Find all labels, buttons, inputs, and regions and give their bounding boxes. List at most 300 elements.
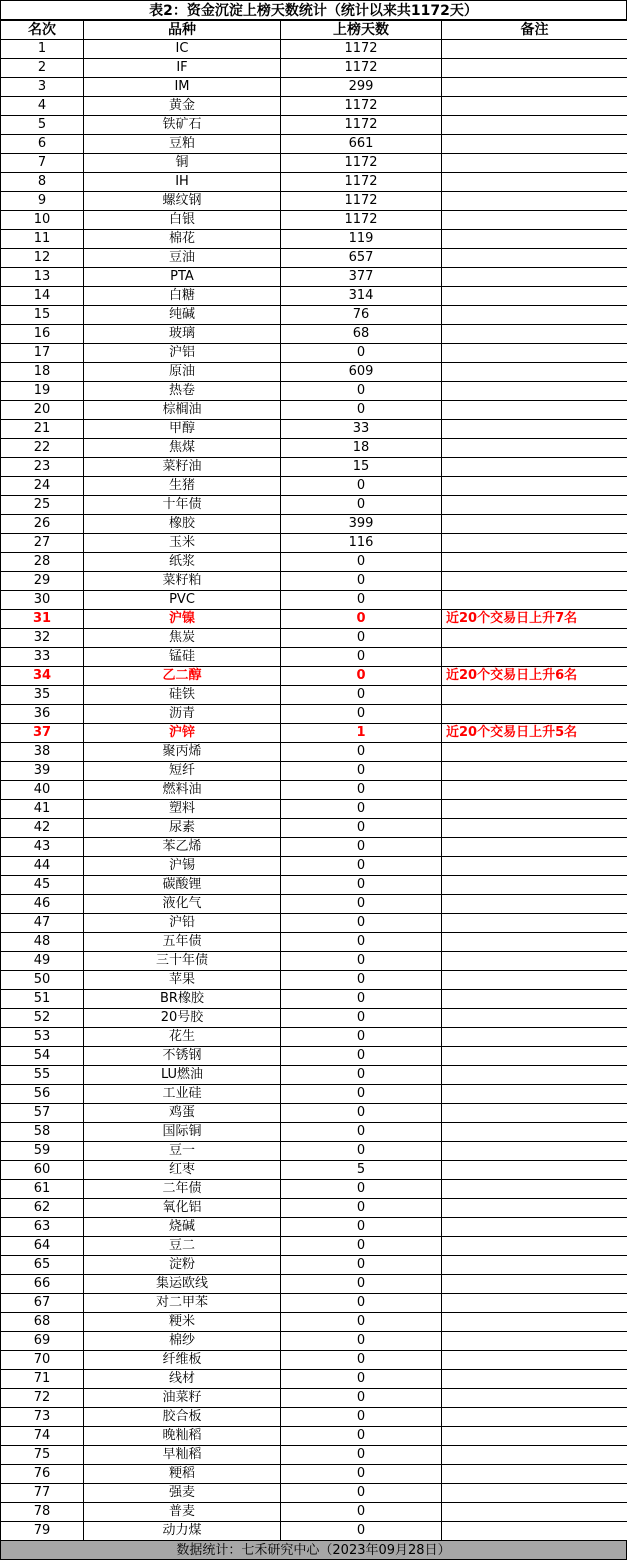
table-row — [1, 154, 627, 173]
cell-rank: 9 — [1, 192, 84, 211]
cell-variety: 豆油 — [84, 249, 281, 268]
cell-variety: 20号胶 — [84, 1009, 281, 1028]
table-row — [1, 420, 627, 439]
cell-rank: 64 — [1, 1237, 84, 1256]
table-row — [1, 192, 627, 211]
cell-note — [442, 743, 627, 762]
table-row — [1, 1104, 627, 1123]
cell-rank: 59 — [1, 1142, 84, 1161]
cell-note — [442, 344, 627, 363]
cell-days: 399 — [281, 515, 442, 534]
cell-days: 0 — [281, 1313, 442, 1332]
cell-variety: 铁矿石 — [84, 116, 281, 135]
table-row — [1, 306, 627, 325]
cell-rank: 31 — [1, 610, 84, 629]
cell-note — [442, 439, 627, 458]
cell-variety: 棕榈油 — [84, 401, 281, 420]
cell-rank: 37 — [1, 724, 84, 743]
cell-note — [442, 249, 627, 268]
table-row — [1, 1199, 627, 1218]
cell-rank: 43 — [1, 838, 84, 857]
cell-variety: 玻璃 — [84, 325, 281, 344]
cell-variety: PVC — [84, 591, 281, 610]
footer-source: 数据统计：七禾研究中心（2023年09月28日） — [0, 1540, 627, 1560]
cell-days: 0 — [281, 952, 442, 971]
cell-variety: 氧化铝 — [84, 1199, 281, 1218]
cell-days: 0 — [281, 1104, 442, 1123]
cell-rank: 6 — [1, 135, 84, 154]
cell-days: 1172 — [281, 192, 442, 211]
cell-rank: 66 — [1, 1275, 84, 1294]
cell-days: 0 — [281, 1199, 442, 1218]
cell-note — [442, 686, 627, 705]
cell-days: 1 — [281, 724, 442, 743]
cell-note — [442, 382, 627, 401]
cell-rank: 38 — [1, 743, 84, 762]
cell-days: 0 — [281, 1237, 442, 1256]
cell-days: 0 — [281, 1294, 442, 1313]
cell-note: 近20个交易日上升6名 — [442, 667, 627, 686]
cell-days: 1172 — [281, 211, 442, 230]
header-variety: 品种 — [84, 21, 281, 40]
cell-days: 0 — [281, 667, 442, 686]
table-row — [1, 135, 627, 154]
cell-note — [442, 1104, 627, 1123]
table-row — [1, 1370, 627, 1389]
cell-rank: 79 — [1, 1522, 84, 1541]
cell-note — [442, 230, 627, 249]
cell-variety: 焦炭 — [84, 629, 281, 648]
cell-days: 0 — [281, 895, 442, 914]
cell-variety: 不锈钢 — [84, 1047, 281, 1066]
table-row — [1, 1351, 627, 1370]
cell-rank: 65 — [1, 1256, 84, 1275]
cell-rank: 40 — [1, 781, 84, 800]
cell-note — [442, 1427, 627, 1446]
cell-variety: 塑料 — [84, 800, 281, 819]
cell-note — [442, 1313, 627, 1332]
cell-variety: 燃料油 — [84, 781, 281, 800]
cell-rank: 45 — [1, 876, 84, 895]
cell-days: 0 — [281, 1389, 442, 1408]
ranking-table — [0, 20, 627, 1541]
cell-variety: IM — [84, 78, 281, 97]
cell-rank: 78 — [1, 1503, 84, 1522]
cell-rank: 18 — [1, 363, 84, 382]
cell-rank: 62 — [1, 1199, 84, 1218]
cell-days: 0 — [281, 1465, 442, 1484]
cell-rank: 75 — [1, 1446, 84, 1465]
cell-note — [442, 1180, 627, 1199]
table-row — [1, 610, 627, 629]
cell-rank: 11 — [1, 230, 84, 249]
cell-variety: 纤维板 — [84, 1351, 281, 1370]
cell-days: 0 — [281, 1503, 442, 1522]
table-row — [1, 1522, 627, 1541]
cell-days: 0 — [281, 1522, 442, 1541]
cell-days: 0 — [281, 876, 442, 895]
table-row — [1, 268, 627, 287]
header-days: 上榜天数 — [281, 21, 442, 40]
cell-note — [442, 572, 627, 591]
cell-note — [442, 1218, 627, 1237]
cell-variety: 国际铜 — [84, 1123, 281, 1142]
cell-rank: 2 — [1, 59, 84, 78]
cell-rank: 8 — [1, 173, 84, 192]
cell-rank: 32 — [1, 629, 84, 648]
cell-note — [442, 1522, 627, 1541]
table-row — [1, 173, 627, 192]
cell-note — [442, 325, 627, 344]
cell-rank: 33 — [1, 648, 84, 667]
cell-variety: 铜 — [84, 154, 281, 173]
cell-rank: 25 — [1, 496, 84, 515]
cell-variety: 苹果 — [84, 971, 281, 990]
cell-note — [442, 1066, 627, 1085]
table-row — [1, 439, 627, 458]
cell-rank: 73 — [1, 1408, 84, 1427]
cell-days: 0 — [281, 591, 442, 610]
cell-rank: 50 — [1, 971, 84, 990]
cell-variety: 短纤 — [84, 762, 281, 781]
table-row — [1, 1028, 627, 1047]
cell-note — [442, 1256, 627, 1275]
table-row — [1, 743, 627, 762]
cell-variety: 油菜籽 — [84, 1389, 281, 1408]
cell-rank: 41 — [1, 800, 84, 819]
cell-variety: 棉纱 — [84, 1332, 281, 1351]
cell-variety: 强麦 — [84, 1484, 281, 1503]
cell-note — [442, 1199, 627, 1218]
cell-variety: 苯乙烯 — [84, 838, 281, 857]
cell-days: 76 — [281, 306, 442, 325]
table-row — [1, 1066, 627, 1085]
cell-rank: 44 — [1, 857, 84, 876]
cell-variety: 沪锌 — [84, 724, 281, 743]
table-row — [1, 249, 627, 268]
cell-days: 116 — [281, 534, 442, 553]
table-row — [1, 1047, 627, 1066]
cell-days: 1172 — [281, 154, 442, 173]
table-row — [1, 990, 627, 1009]
table-row — [1, 724, 627, 743]
cell-days: 0 — [281, 743, 442, 762]
cell-days: 1172 — [281, 59, 442, 78]
cell-days: 68 — [281, 325, 442, 344]
cell-days: 1172 — [281, 97, 442, 116]
cell-note — [442, 116, 627, 135]
cell-days: 0 — [281, 1142, 442, 1161]
cell-days: 0 — [281, 1066, 442, 1085]
cell-rank: 51 — [1, 990, 84, 1009]
cell-variety: 集运欧线 — [84, 1275, 281, 1294]
cell-note — [442, 211, 627, 230]
cell-note — [442, 477, 627, 496]
cell-rank: 13 — [1, 268, 84, 287]
cell-note — [442, 1047, 627, 1066]
cell-variety: 豆一 — [84, 1142, 281, 1161]
table-row — [1, 59, 627, 78]
cell-rank: 29 — [1, 572, 84, 591]
cell-variety: 黄金 — [84, 97, 281, 116]
cell-note — [442, 914, 627, 933]
cell-note — [442, 1332, 627, 1351]
table-row — [1, 211, 627, 230]
cell-days: 0 — [281, 553, 442, 572]
cell-rank: 27 — [1, 534, 84, 553]
cell-variety: 普麦 — [84, 1503, 281, 1522]
cell-variety: 沪镍 — [84, 610, 281, 629]
cell-days: 0 — [281, 1351, 442, 1370]
cell-variety: 硅铁 — [84, 686, 281, 705]
cell-rank: 5 — [1, 116, 84, 135]
cell-days: 0 — [281, 1408, 442, 1427]
table-row — [1, 857, 627, 876]
cell-variety: IF — [84, 59, 281, 78]
cell-note — [442, 838, 627, 857]
cell-days: 0 — [281, 1332, 442, 1351]
cell-rank: 4 — [1, 97, 84, 116]
cell-variety: 沪铝 — [84, 344, 281, 363]
cell-rank: 21 — [1, 420, 84, 439]
cell-variety: 液化气 — [84, 895, 281, 914]
cell-rank: 48 — [1, 933, 84, 952]
cell-days: 314 — [281, 287, 442, 306]
table-row — [1, 800, 627, 819]
cell-rank: 70 — [1, 1351, 84, 1370]
cell-days: 0 — [281, 705, 442, 724]
cell-variety: 豆粕 — [84, 135, 281, 154]
table-row — [1, 876, 627, 895]
cell-rank: 10 — [1, 211, 84, 230]
cell-variety: 聚丙烯 — [84, 743, 281, 762]
cell-rank: 30 — [1, 591, 84, 610]
cell-days: 33 — [281, 420, 442, 439]
cell-note — [442, 1123, 627, 1142]
cell-variety: IC — [84, 40, 281, 59]
cell-variety: 粳米 — [84, 1313, 281, 1332]
table-row — [1, 458, 627, 477]
cell-days: 609 — [281, 363, 442, 382]
cell-rank: 53 — [1, 1028, 84, 1047]
cell-note: 近20个交易日上升5名 — [442, 724, 627, 743]
table-row — [1, 1180, 627, 1199]
cell-days: 15 — [281, 458, 442, 477]
cell-rank: 34 — [1, 667, 84, 686]
cell-days: 0 — [281, 762, 442, 781]
cell-note — [442, 952, 627, 971]
table-row — [1, 1332, 627, 1351]
cell-note — [442, 553, 627, 572]
cell-rank: 14 — [1, 287, 84, 306]
cell-rank: 55 — [1, 1066, 84, 1085]
cell-days: 1172 — [281, 40, 442, 59]
cell-rank: 16 — [1, 325, 84, 344]
cell-note — [442, 420, 627, 439]
cell-note — [442, 933, 627, 952]
cell-days: 0 — [281, 990, 442, 1009]
table-row — [1, 1389, 627, 1408]
cell-days: 0 — [281, 1256, 442, 1275]
table-row — [1, 933, 627, 952]
cell-note — [442, 59, 627, 78]
table-row — [1, 648, 627, 667]
cell-variety: 鸡蛋 — [84, 1104, 281, 1123]
cell-rank: 19 — [1, 382, 84, 401]
cell-note — [442, 1484, 627, 1503]
cell-days: 0 — [281, 1370, 442, 1389]
table-title: 表2：资金沉淀上榜天数统计（统计以来共1172天） — [0, 0, 627, 20]
cell-note — [442, 1237, 627, 1256]
cell-days: 0 — [281, 401, 442, 420]
cell-variety: 橡胶 — [84, 515, 281, 534]
table-row — [1, 667, 627, 686]
cell-variety: 粳稻 — [84, 1465, 281, 1484]
cell-note — [442, 40, 627, 59]
cell-note — [442, 1503, 627, 1522]
table-row — [1, 534, 627, 553]
cell-days: 0 — [281, 1047, 442, 1066]
cell-days: 0 — [281, 344, 442, 363]
cell-days: 0 — [281, 1275, 442, 1294]
table-row — [1, 1294, 627, 1313]
cell-rank: 26 — [1, 515, 84, 534]
cell-rank: 1 — [1, 40, 84, 59]
cell-note — [442, 173, 627, 192]
cell-days: 0 — [281, 1446, 442, 1465]
cell-rank: 12 — [1, 249, 84, 268]
cell-note — [442, 268, 627, 287]
cell-rank: 3 — [1, 78, 84, 97]
cell-days: 18 — [281, 439, 442, 458]
table-row — [1, 287, 627, 306]
cell-variety: IH — [84, 173, 281, 192]
cell-variety: 五年债 — [84, 933, 281, 952]
cell-rank: 7 — [1, 154, 84, 173]
table-body — [1, 40, 627, 1541]
table-row — [1, 971, 627, 990]
table-row — [1, 325, 627, 344]
cell-days: 0 — [281, 1123, 442, 1142]
table-row — [1, 1009, 627, 1028]
cell-note — [442, 78, 627, 97]
table-row — [1, 838, 627, 857]
cell-rank: 28 — [1, 553, 84, 572]
table-row — [1, 363, 627, 382]
cell-variety: 玉米 — [84, 534, 281, 553]
cell-variety: 甲醇 — [84, 420, 281, 439]
cell-note — [442, 1294, 627, 1313]
cell-variety: 动力煤 — [84, 1522, 281, 1541]
cell-rank: 61 — [1, 1180, 84, 1199]
cell-note — [442, 990, 627, 1009]
cell-note — [442, 515, 627, 534]
cell-note — [442, 1446, 627, 1465]
table-row — [1, 1218, 627, 1237]
cell-variety: 红枣 — [84, 1161, 281, 1180]
cell-rank: 36 — [1, 705, 84, 724]
cell-rank: 76 — [1, 1465, 84, 1484]
cell-days: 0 — [281, 781, 442, 800]
cell-note — [442, 629, 627, 648]
table-row — [1, 382, 627, 401]
cell-days: 0 — [281, 1009, 442, 1028]
table-row — [1, 477, 627, 496]
table-row — [1, 1408, 627, 1427]
cell-variety: 生猪 — [84, 477, 281, 496]
table-row — [1, 116, 627, 135]
cell-variety: 早籼稻 — [84, 1446, 281, 1465]
cell-days: 0 — [281, 1028, 442, 1047]
cell-days: 0 — [281, 1484, 442, 1503]
cell-note — [442, 135, 627, 154]
cell-days: 0 — [281, 610, 442, 629]
cell-days: 0 — [281, 819, 442, 838]
table-row — [1, 401, 627, 420]
table-row — [1, 40, 627, 59]
table-row — [1, 1085, 627, 1104]
header-note: 备注 — [442, 21, 627, 40]
cell-note — [442, 1275, 627, 1294]
cell-days: 657 — [281, 249, 442, 268]
cell-rank: 47 — [1, 914, 84, 933]
cell-note — [442, 306, 627, 325]
cell-variety: 焦煤 — [84, 439, 281, 458]
cell-variety: 豆二 — [84, 1237, 281, 1256]
cell-rank: 68 — [1, 1313, 84, 1332]
header-row — [1, 21, 627, 40]
cell-variety: 纯碱 — [84, 306, 281, 325]
cell-variety: 二年债 — [84, 1180, 281, 1199]
cell-note — [442, 971, 627, 990]
table-row — [1, 952, 627, 971]
cell-note — [442, 705, 627, 724]
cell-variety: 沥青 — [84, 705, 281, 724]
table-row — [1, 553, 627, 572]
cell-note — [442, 1465, 627, 1484]
cell-variety: LU燃油 — [84, 1066, 281, 1085]
cell-rank: 46 — [1, 895, 84, 914]
cell-note — [442, 534, 627, 553]
cell-note — [442, 287, 627, 306]
cell-variety: 三十年债 — [84, 952, 281, 971]
cell-note — [442, 857, 627, 876]
cell-note — [442, 895, 627, 914]
cell-variety: 热卷 — [84, 382, 281, 401]
cell-days: 0 — [281, 629, 442, 648]
cell-note — [442, 876, 627, 895]
cell-variety: PTA — [84, 268, 281, 287]
cell-days: 0 — [281, 914, 442, 933]
cell-days: 119 — [281, 230, 442, 249]
cell-days: 0 — [281, 800, 442, 819]
cell-note — [442, 154, 627, 173]
cell-variety: 原油 — [84, 363, 281, 382]
table-row — [1, 1123, 627, 1142]
cell-variety: 烧碱 — [84, 1218, 281, 1237]
cell-days: 0 — [281, 1427, 442, 1446]
cell-rank: 20 — [1, 401, 84, 420]
cell-variety: 沪铅 — [84, 914, 281, 933]
cell-rank: 49 — [1, 952, 84, 971]
table-row — [1, 686, 627, 705]
cell-days: 299 — [281, 78, 442, 97]
table-row — [1, 1465, 627, 1484]
table-row — [1, 496, 627, 515]
table-row — [1, 1275, 627, 1294]
cell-variety: 螺纹钢 — [84, 192, 281, 211]
cell-variety: 十年债 — [84, 496, 281, 515]
